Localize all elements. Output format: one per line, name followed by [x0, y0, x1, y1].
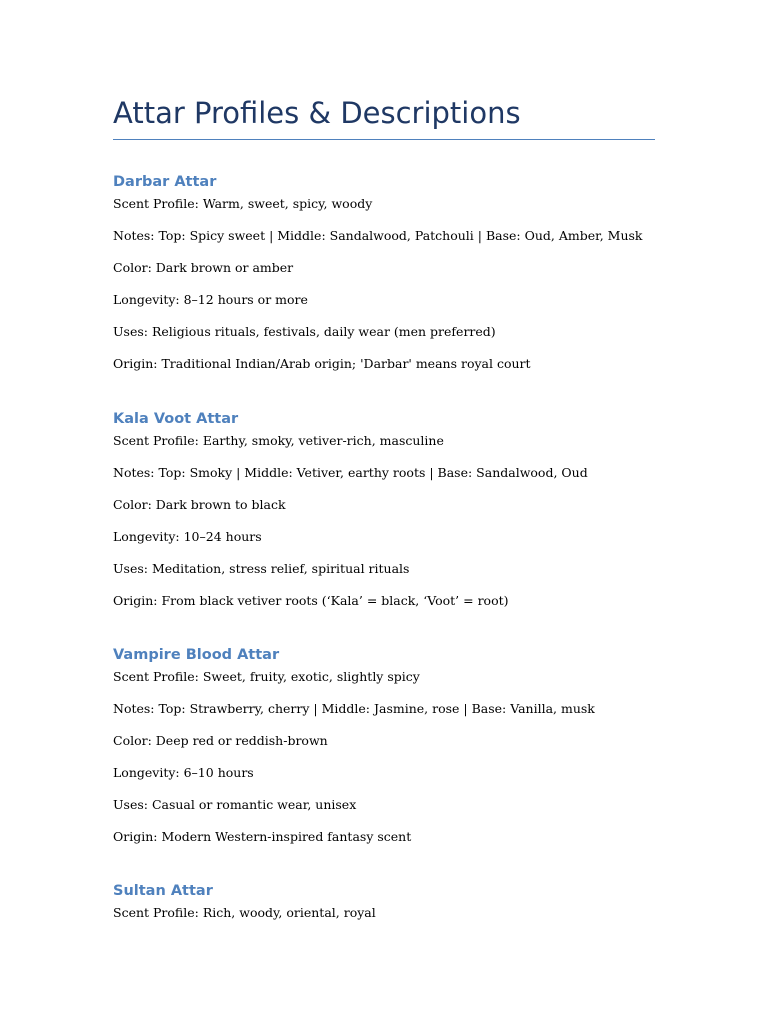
- attar-heading: Kala Voot Attar: [113, 411, 239, 427]
- longevity-field: Longevity: 6–10 hours: [113, 765, 254, 780]
- attar-heading: Sultan Attar: [113, 883, 213, 899]
- origin-field: Origin: From black vetiver roots (‘Kala’ = black, ‘Voot’ = root): [113, 593, 509, 608]
- scent-profile-field: Scent Profile: Sweet, fruity, exotic, slightly spicy: [113, 669, 420, 684]
- scent-profile-field: Scent Profile: Warm, sweet, spicy, woody: [113, 196, 373, 211]
- title-underline: [113, 139, 655, 140]
- scent-profile-field: Scent Profile: Rich, woody, oriental, royal: [113, 905, 376, 920]
- notes-field: Notes: Top: Smoky | Middle: Vetiver, earthy roots | Base: Sandalwood, Oud: [113, 465, 588, 480]
- uses-field: Uses: Meditation, stress relief, spiritual rituals: [113, 561, 410, 576]
- attar-section-vampire-blood: [113, 644, 655, 858]
- uses-field: Uses: Religious rituals, festivals, daily wear (men preferred): [113, 324, 496, 339]
- uses-field: Uses: Casual or romantic wear, unisex: [113, 797, 357, 812]
- attar-section-kala-voot: [113, 408, 655, 622]
- color-field: Color: Dark brown or amber: [113, 260, 294, 275]
- notes-field: Notes: Top: Spicy sweet | Middle: Sandalwood, Patchouli | Base: Oud, Amber, Musk: [113, 228, 643, 243]
- color-field: Color: Deep red or reddish-brown: [113, 733, 328, 748]
- longevity-field: Longevity: 8–12 hours or more: [113, 292, 308, 307]
- origin-field: Origin: Traditional Indian/Arab origin; 'Darbar' means royal court: [113, 356, 531, 371]
- notes-field: Notes: Top: Strawberry, cherry | Middle: Jasmine, rose | Base: Vanilla, musk: [113, 701, 595, 716]
- scent-profile-field: Scent Profile: Earthy, smoky, vetiver-rich, masculine: [113, 433, 444, 448]
- attar-heading: Darbar Attar: [113, 174, 217, 190]
- origin-field: Origin: Modern Western-inspired fantasy scent: [113, 829, 412, 844]
- document-title: Attar Profiles & Descriptions: [113, 96, 521, 130]
- color-field: Color: Dark brown to black: [113, 497, 286, 512]
- attar-section-sultan: [113, 880, 655, 934]
- longevity-field: Longevity: 10–24 hours: [113, 529, 262, 544]
- attar-section-darbar: [113, 171, 655, 385]
- attar-heading: Vampire Blood Attar: [113, 647, 280, 663]
